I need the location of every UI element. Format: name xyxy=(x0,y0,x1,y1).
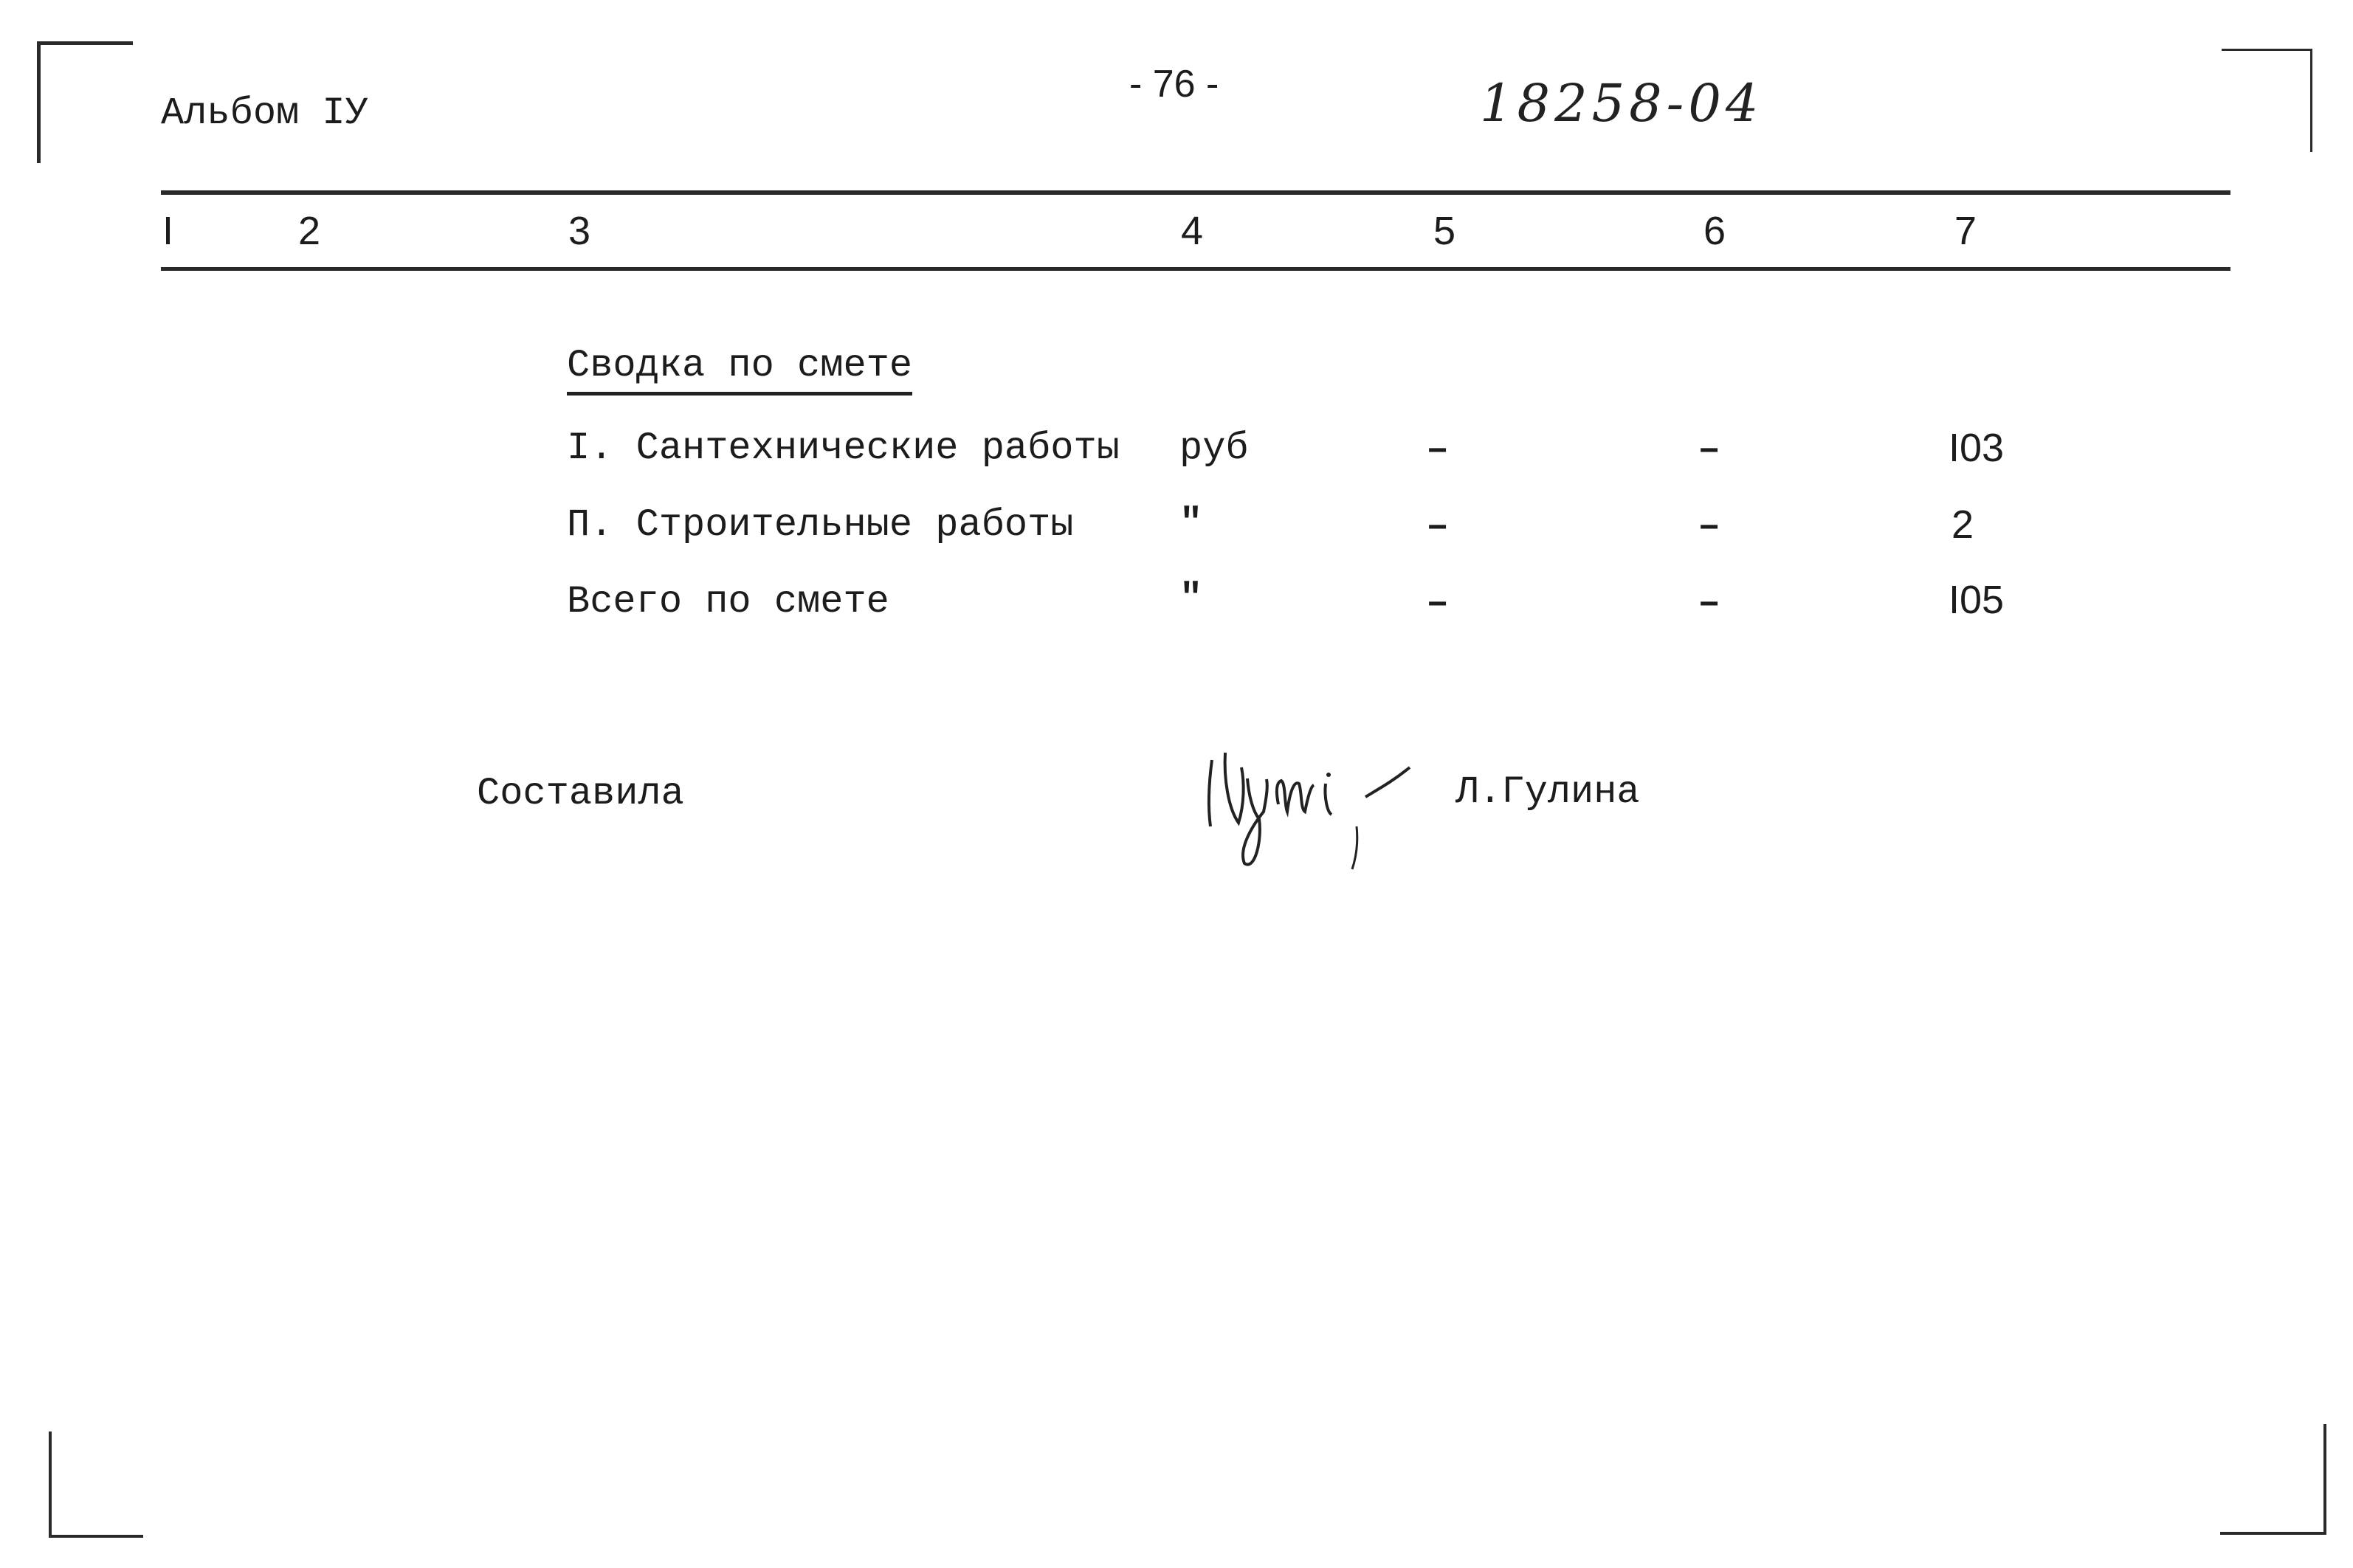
table-top-rule xyxy=(161,190,2230,195)
column-header-7: 7 xyxy=(1954,209,1977,253)
summary-row-2-value: 2 xyxy=(1951,502,1974,547)
corner-mark-top-right-vertical xyxy=(2310,49,2312,152)
summary-row-2-col5: – xyxy=(1426,505,1450,548)
summary-row-1-unit: руб xyxy=(1179,426,1249,470)
column-header-1: I xyxy=(162,209,174,253)
column-header-5: 5 xyxy=(1433,209,1456,253)
column-header-3: 3 xyxy=(568,209,591,253)
summary-row-3-col5: – xyxy=(1426,581,1450,625)
summary-row-1-value: I03 xyxy=(1949,426,2005,470)
corner-mark-top-right-horizontal xyxy=(2222,49,2312,51)
summary-row-2-unit: " xyxy=(1179,502,1203,545)
summary-row-1-col5: – xyxy=(1426,428,1450,472)
corner-mark-bottom-left-horizontal xyxy=(49,1535,143,1538)
summary-row-3-unit: " xyxy=(1179,577,1203,621)
corner-mark-bottom-left-vertical xyxy=(49,1431,52,1537)
corner-mark-bottom-right-vertical xyxy=(2323,1424,2326,1535)
column-header-2: 2 xyxy=(298,209,321,253)
handwritten-signature xyxy=(1196,738,1432,885)
summary-row-1-col6: – xyxy=(1698,428,1721,472)
summary-title xyxy=(567,344,913,387)
corner-mark-bottom-right-horizontal xyxy=(2220,1532,2326,1535)
summary-row-3-col6: – xyxy=(1698,581,1721,625)
corner-mark-top-left-vertical xyxy=(37,41,41,163)
compiled-by-label: Составила xyxy=(477,772,684,815)
summary-row-2-name: П. Строительные работы xyxy=(567,503,1074,547)
summary-title-text: Сводка по смете xyxy=(567,344,912,396)
compiler-name: Л.Гулина xyxy=(1455,770,1640,814)
summary-row-1-name: I. Сантехнические работы xyxy=(567,426,1120,470)
page-number: - 76 - xyxy=(1129,63,1219,106)
summary-row-3-name: Всего по смете xyxy=(567,580,889,624)
album-label: Альбом IУ xyxy=(161,91,368,135)
column-header-4: 4 xyxy=(1181,209,1204,253)
table-header-bottom-rule xyxy=(161,267,2230,271)
summary-row-2-col6: – xyxy=(1698,505,1721,548)
corner-mark-top-left-horizontal xyxy=(37,41,133,45)
column-header-6: 6 xyxy=(1703,209,1726,253)
summary-row-3-value: I05 xyxy=(1949,578,2005,622)
document-code: 18258-04 xyxy=(1480,73,1763,134)
